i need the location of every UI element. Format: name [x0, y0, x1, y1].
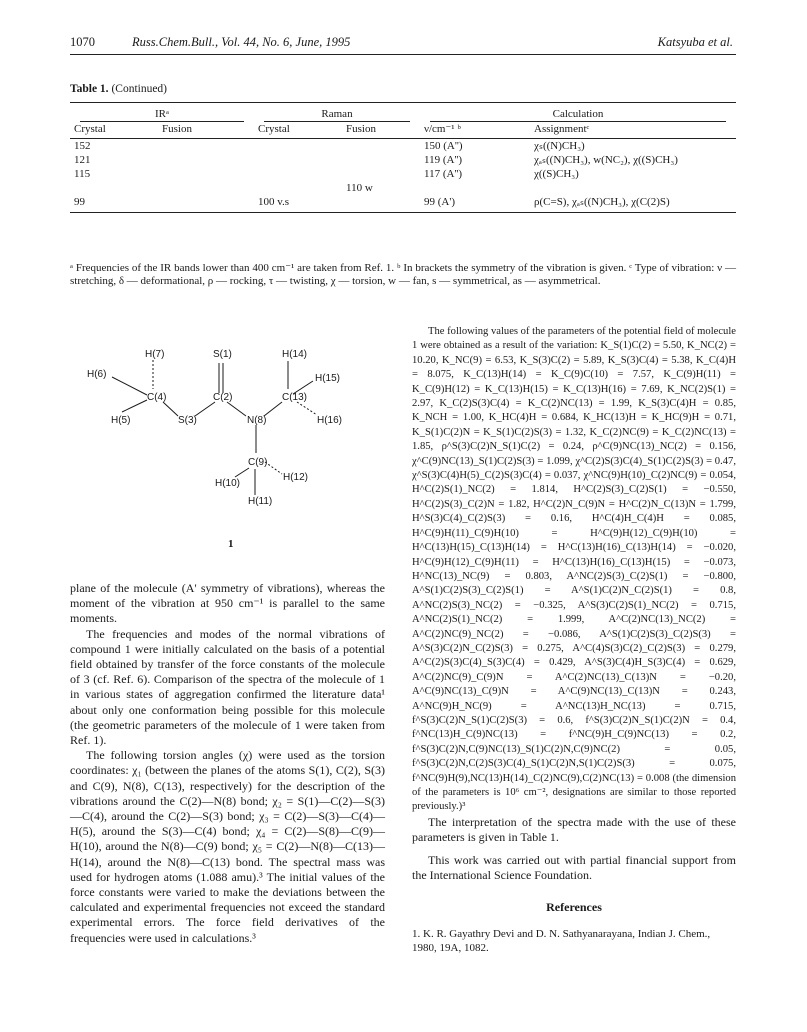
table-cell — [342, 139, 420, 154]
column-header: Fusion — [342, 123, 420, 139]
table-cell: χₛ((N)CH₃) — [534, 140, 585, 152]
atom-label: H(15) — [315, 373, 341, 384]
journal-citation: Russ.Chem.Bull., Vol. 44, No. 6, June, 1995 — [132, 35, 351, 49]
table-cell — [342, 153, 420, 167]
table-cell: χ((S)CH₃) — [534, 168, 579, 180]
acknowledgement: This work was carried out with partial financial support from the International Science Foundation. — [412, 853, 736, 883]
force-field-parameters: The following values of the parameters of the potential field of molecule 1 were obtained as a result of the variation: K_S(1)C(2) = 5.50, K_NC(2) = 10.20, K_NC(9) = 6.53, K_S(3)C(2) = 5.89, K_S(3)C(4) = 5.38, K_C(4)H = 8.075, K_C(13)H(14) = K_C(9)C(10) = 7.57, K_C(9)H(11) = K_C(9)H(12) = K_C(13)H(15) = K_C(13)H(16) = 7.69, K_NC(2)S(1) = 2.97, K_C(2)S(3)C(4) = K_C(2)NC(13) = 1.99, K_S(3)C(4)H = 0.85, K_NCH = 1.00, K_HC(4)H = 0.684, K_HC(13)H = K_HC(9)H = 0.71, K_S(1)C(2)N = K_S(1)C(2)S(3) = 1.32, K_C(2)NC(9) = K_C(2)NC(13) = 1.85, ρ^S(3)C(2)N_S(1)C(2) = 0.24, ρ^C(9)NC(13)_NC(2) = 0.156, χ^C(9)NC(13)_S(1)C(2)S(3) = 1.099, χ^C(2)S(3)C(4)_S(1)C(2)S(3) = 0.47, χ^S(3)C(4)H(5)_C(2)S(3)C(4) = 0.037, χ^NC(9)H(10)_C(2)NC(9) = 0.054, H^C(2)S(1)_NC(2) = 1.814, H^C(2)S(3)_C(2)S(1) = −0.550, H^C(2)S(3)_C(2)N = 1.82, H^C(2)N_C(9)N = H^C(2)N_C(13)N = 1.799, H^S(3)C(4)_C(2)S(3) = 0.16, H^C(4)H_C(4)H = 0.085, H^C(9)H(11)_C(9)H(10) = H^C(9)H(12)_C(9)H(10) = H^C(13)H(15)_C(13)H(14) = H^C(13)H(16)_C(13)H(14) = −0.020, H^C(9)H(12)_C(9)H(11) = H^C(13)H(16)_C(13)H(15) = −0.073, H^NC(13)_NC(9) = 0.803, A^NC(2)S(3)_C(2)S(1) = −0.800, A^S(1)C(2)S(3)_C(2)S(1) = A^S(1)C(2)N_C(2)S(1) = 0.8, A^NC(2)S(3)_NC(2) = −0.325, A^S(3)C(2)S(1)_NC(2) = 0.715, A^NC(2)S(1)_NC(2) = 1.999, A^C(2)NC(13)_NC(2) = A^C(2)NC(9)_NC(2) = −0.086, A^S(1)C(2)S(3)_C(2)S(3) = A^S(3)C(2)N_C(2)S(3) = 0.275, A^C(4)S(3)C(2)_C(2)S(3) = 0.279, A^C(2)S(3)C(4)_S(3)C(4) = 0.429, A^S(3)C(4)H_S(3)C(4) = 0.629, A^C(2)NC(9)_C(9)N = A^C(2)NC(13)_C(13)N = −0.20, A^C(9)NC(13)_C(9)N = A^C(9)NC(13)_C(13)N = 0.243, A^NC(9)H_NC(9) = A^NC(13)H_NC(13) = 0.715, f^S(3)C(2)N_S(1)C(2)S(3) = 0.6, f^S(3)C(2)N_S(1)C(2)N = 0.4, f^NC(13)H_C(9)NC(13) = f^NC(9)H_C(9)NC(13) = 0.2, f^S(3)C(2)N,C(9)NC(13)_S(1)C(2)N,C(9)NC(2) = 0.05, f^S(3)C(2)N,C(2)S(3)C(4)_S(1)C(2)N,S(1)C(2)S(3) = 0.075, f^NC(9)H(9),NC(13)H(14)_C(2)NC(9),C(2)NC(13) = 0.008 (the dimension of the parameters is 10⁶ cm⁻², designations are similar to those reported previously.)³ — [412, 326, 736, 813]
atom-label: S(1) — [213, 349, 232, 360]
atom-label: H(12) — [283, 472, 309, 483]
atom-label: C(13) — [282, 392, 308, 403]
atom-label: N(8) — [247, 415, 267, 426]
atom-label: C(4) — [147, 392, 167, 403]
table-row — [70, 195, 736, 213]
molecule-structure — [75, 345, 395, 560]
atom-label: H(14) — [282, 349, 308, 360]
atom-label: H(7) — [145, 349, 165, 360]
body-paragraph: The frequencies and modes of the normal vibrations of compound 1 were initially calculated on the basis of a potential field obtained by transfer of the force constants of the molecule of 3 (cf. Ref. 6). Comparison of the spectra of the molecule of 1 in various states of aggregation confirmed the literature data¹ about only one conformation being possible for this molecule (the geometric parameters of the molecule of 1 were taken from Ref. 1). — [70, 626, 385, 748]
table-cell — [530, 181, 736, 195]
atom-label: H(11) — [248, 496, 273, 507]
atom-label: H(5) — [111, 415, 131, 426]
atom-label: H(16) — [317, 415, 343, 426]
body-paragraph: plane of the molecule (A' symmetry of vibrations), whereas the moment of the vibration at 950 cm⁻¹ is parallel to the same moments. — [70, 581, 385, 626]
atom-label: H(6) — [87, 369, 107, 380]
table-caption — [70, 83, 167, 95]
table-cell: 119 (A'') — [424, 154, 463, 166]
table-cell — [158, 139, 254, 154]
table-cell — [254, 153, 342, 167]
table-caption-label: Table 1. — [70, 83, 109, 95]
table-cell: 110 w — [346, 182, 373, 194]
table-cell: 99 — [70, 195, 158, 213]
spectra-table — [70, 108, 736, 213]
table-cell — [158, 181, 254, 195]
left-column-text — [70, 581, 385, 946]
bond-s3-c2 — [195, 402, 215, 416]
reference-item: 1. K. R. Gayathry Devi and D. N. Sathyanarayana, Indian J. Chem., 1980, 19A, 1082. — [412, 928, 711, 954]
table-cell — [70, 181, 158, 195]
table-caption-rest: (Continued) — [111, 83, 168, 95]
table-cell — [158, 167, 254, 181]
header-rule — [70, 54, 736, 55]
table-cell — [420, 181, 530, 195]
table-row — [70, 181, 736, 195]
column-header: ν/cm⁻¹ ᵇ — [420, 123, 530, 139]
table-cell — [254, 181, 342, 195]
atom-label: S(3) — [178, 415, 197, 426]
group-header-raman: Raman — [254, 108, 420, 123]
table-row — [70, 139, 736, 154]
bond-c13-h16 — [297, 402, 317, 415]
atom-label: H(10) — [215, 478, 241, 489]
table-cell: 152 — [74, 140, 91, 152]
group-header-calculation: Calculation — [420, 108, 736, 123]
body-paragraph: The following torsion angles (χ) were used as the torsion coordinates: χ₁ (between the planes of the atoms S(1), C(2), S(3) and C(9), N(8), C(13), respectively) for the description of the vibrations around the C(2)—N(8) bond; χ₂ = S(1)—C(2)—S(3)—C(4), around the C(2)—S(3) bond; χ₃ = C(2)—S(3)—C(4)—H(5), around the S(3)—C(4) bond; χ₄ = C(2)—S(8)—C(9)—H(10), around the N(8)—C(9) bond; χ₅ = C(2)—N(8)—C(13)—H(14), around the N(8)—C(13) bond. The spectral mass was used for hydrogen atoms (1.088 amu).³ The initial values of the force constants were varied to make the deviations between the calculated and experimental frequencies not exceed the standard experimental errors. The force field derivatives of the frequencies were used in calculations.³ — [70, 748, 385, 945]
column-header: Fusion — [158, 123, 254, 139]
bond-n8-c13 — [264, 402, 282, 416]
bond-c4-h6 — [112, 377, 147, 395]
page-header — [70, 35, 733, 51]
table-row — [70, 153, 736, 167]
table-cell: 121 — [74, 154, 91, 166]
bond-c9-h12 — [265, 462, 282, 474]
table-cell: 115 — [74, 168, 91, 180]
table-top-rule — [70, 102, 736, 103]
bond-c2-n8 — [227, 402, 246, 416]
bond-c4-s3 — [163, 402, 178, 416]
bond-c4-h5 — [122, 400, 147, 412]
table-footnote: ᵃ Frequencies of the IR bands lower than 400 cm⁻¹ are taken from Ref. 1. ᵇ In brackets the symmetry of the vibration is given. ᶜ Type of vibration: ν — stretching, δ — deformational, ρ — rocking, τ — twisting, χ — torsion, w — fan, s — symmetrical, as — asymmetrical. — [70, 262, 736, 287]
group-header-ir: IRᵃ — [70, 108, 254, 123]
compound-number: 1 — [228, 538, 234, 550]
table-row — [70, 167, 736, 181]
page-number: 1070 — [70, 35, 95, 49]
table-cell: χₐₛ((N)CH₃), w(NC₂), χ((S)CH₃) — [534, 154, 678, 166]
right-column-text — [412, 325, 736, 884]
table-cell: 117 (A'') — [424, 168, 463, 180]
atom-label: C(9) — [248, 457, 268, 468]
table-cell — [254, 167, 342, 181]
table-cell — [158, 195, 254, 213]
references-heading: References — [546, 900, 602, 914]
running-authors: Katsyuba et al. — [657, 35, 733, 49]
body-paragraph: The interpretation of the spectra made with the use of these parameters is given in Table 1. — [412, 814, 736, 845]
table-cell — [254, 139, 342, 154]
column-header: Crystal — [254, 123, 342, 139]
table-cell: 150 (A'') — [424, 140, 463, 152]
bond-c9-h10 — [235, 468, 249, 477]
table-cell — [158, 153, 254, 167]
table-cell — [342, 195, 420, 213]
table-cell: 99 (A') — [420, 195, 530, 213]
atom-label: C(2) — [213, 392, 233, 403]
table-cell: ρ(C=S), χₐₛ((N)CH₃), χ(C(2)S) — [530, 195, 736, 213]
column-header: Assignmentᶜ — [530, 123, 736, 139]
column-header: Crystal — [70, 123, 158, 139]
table-cell — [342, 167, 420, 181]
table-cell: 100 v.s — [254, 195, 342, 213]
